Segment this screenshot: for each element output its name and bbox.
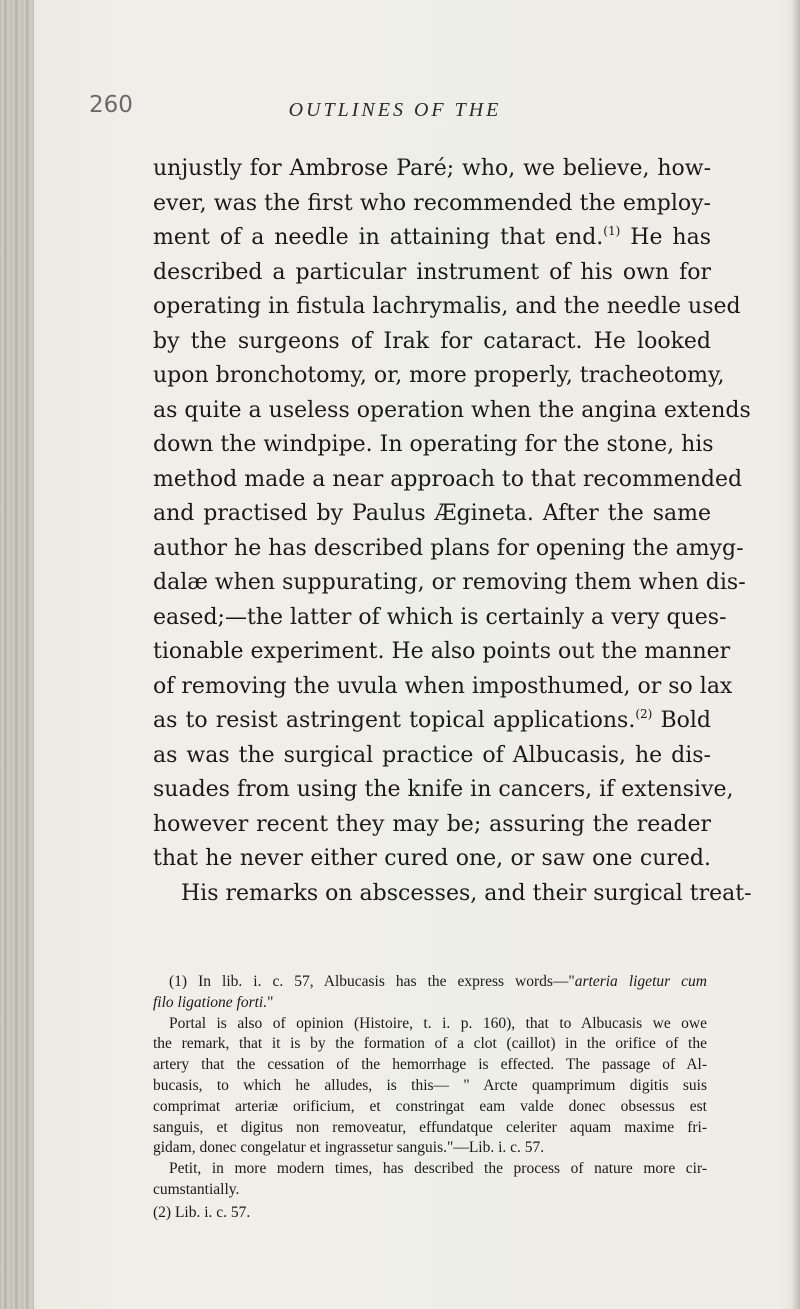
footnote-line: cumstantially. [153, 1180, 240, 1198]
text-line: and practised by Paulus Ægineta. After the same [153, 501, 711, 526]
footnote-1-line: (1) In lib. i. c. 57, Albucasis has the express words—"arteria ligetur cum [169, 973, 707, 990]
footnote-line: bucasis, to which he alludes, is this— " Arcte quamprimum digitis suis [153, 1076, 707, 1094]
footnote-ref-2[interactable]: (2) [635, 707, 653, 721]
text-line: of removing the uvula when imposthumed, or so lax [153, 673, 733, 699]
text-line: ever, was the first who recommended the employ- [153, 190, 711, 216]
text-line: dalæ when suppurating, or removing them when dis- [153, 570, 746, 595]
footnote-line: comprimat arteriæ orificium, et constringat eam valde donec obsessus est [153, 1097, 707, 1115]
text-line: His remarks on abscesses, and their surgical treat- [181, 880, 752, 906]
text-line: eased;—the latter of which is certainly a very ques- [153, 604, 727, 630]
footnote-ref-1[interactable]: (1) [603, 224, 621, 238]
text-line [153, 221, 711, 256]
text-fragment: as to resist astringent topical applications. [153, 708, 636, 733]
text-fragment: He has [630, 225, 712, 250]
running-head: OUTLINES OF THE [288, 99, 502, 121]
footnote-line: gidam, donec congelatur et ingrassetur sanguis."—Lib. i. c. 57. [153, 1139, 545, 1157]
text-line [153, 704, 711, 739]
footnote-line: artery that the cessation of the hemorrhage is effected. The passage of Al- [153, 1056, 707, 1074]
text-line: described a particular instrument of his own for [153, 259, 711, 285]
footnotes [153, 972, 707, 1224]
text-line: down the windpipe. In operating for the stone, his [153, 432, 714, 457]
text-fragment: Bold [660, 708, 712, 733]
text-line: method made a near approach to that recommended [153, 466, 743, 492]
text-line: as quite a useless operation when the angina extends [153, 397, 751, 423]
footnote-line: Petit, in more modern times, has described the process of nature more cir- [169, 1160, 707, 1178]
footnote-line: Portal is also of opinion (Histoire, t. i. p. 160), that to Albucasis we owe [169, 1014, 707, 1032]
footnote-1-line: filo ligatione forti." [153, 993, 274, 1011]
footnote-2: (2) Lib. i. c. 57. [153, 1203, 251, 1221]
text-line: by the surgeons of Irak for cataract. He looked [153, 328, 711, 354]
page-edge [792, 0, 800, 1309]
binding-gutter [0, 0, 34, 1309]
text-fragment: ment of a needle in attaining that end. [153, 225, 604, 250]
text-line: however recent they may be; assuring the reader [153, 811, 711, 837]
text-line: tionable experiment. He also points out the manner [153, 639, 731, 664]
footnote-line: the remark, that it is by the formation of a clot (caillot) in the orifice of the [153, 1035, 707, 1053]
page-number: 260 [89, 92, 133, 118]
text-line: that he never either cured one, or saw one cured. [153, 846, 711, 871]
text-line: operating in fistula lachrymalis, and the needle used [153, 294, 741, 319]
text-line: author he has described plans for opening the amyg- [153, 535, 744, 561]
text-line: upon bronchotomy, or, more properly, tracheotomy, [153, 363, 725, 388]
main-text [153, 152, 752, 911]
text-line: unjustly for Ambrose Paré; who, we believe, how- [153, 156, 711, 181]
text-line: as was the surgical practice of Albucasis, he dis- [153, 742, 711, 768]
text-line: suades from using the knife in cancers, if extensive, [153, 777, 734, 802]
footnote-line: sanguis, et digitus non removeatur, effundatque celeriter aquam maxime fri- [153, 1118, 707, 1136]
